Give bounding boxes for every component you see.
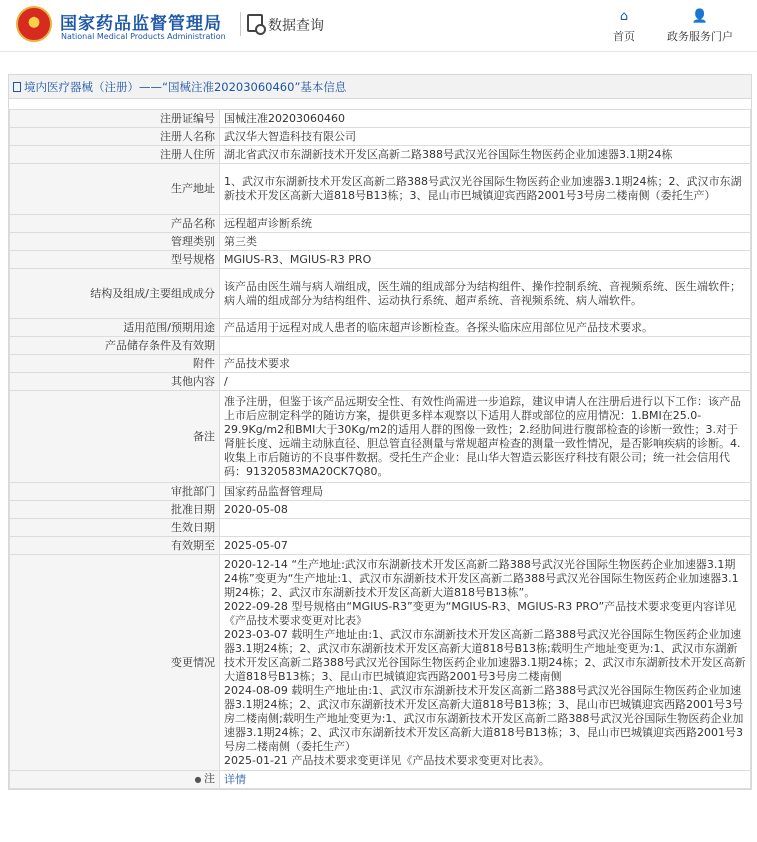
row-label: 型号规格 bbox=[10, 251, 220, 269]
table-row-note bbox=[10, 771, 751, 789]
table-row bbox=[10, 373, 751, 391]
document-icon bbox=[13, 82, 21, 92]
table-row bbox=[10, 251, 751, 269]
row-value: 远程超声诊断系统 bbox=[220, 215, 751, 233]
row-value: 准予注册，但鉴于该产品远期安全性、有效性尚需进一步追踪，建议申请人在注册后进行以下工作：该产品上市后应制定科学的随访方案，提供更多样本观察以下适用人群或部位的应用情况：1.BMI在25.0-29.9Kg/m2和BMI大于30Kg/m2的适用人群的图像一致性；2.经肋间进行腹部检查的诊断一致性；3.对于肾脏长度、远端主动脉直径、胆总管直径测量与常规超声检查的测量一致性情况，是否影响疾病的诊断。4.收集上市后随访的不良事件数据。受托生产企业：昆山华大智造云影医疗科技有限公司；统一社会信用代码：91320583MA20CK7Q80。 bbox=[220, 391, 751, 483]
change-entry: 2024-08-09 载明生产地址由:1、武汉市东湖新技术开发区高新二路388号武汉光谷国际生物医药企业加速器3.1期24栋；2、武汉市东湖新技术开发区高新大道818号B13栋；3、昆山市巴城镇迎宾西路2001号3号房二楼南侧;载明生产地址变更为:1、武汉市东湖新技术开发区高新二路388号武汉光谷国际生物医药企业加速器3.1期24栋；2、武汉市东湖新技术开发区高新大道818号B13栋；3、昆山市巴城镇迎宾西路2001号3号房二楼南侧（委托生产） bbox=[224, 683, 744, 753]
row-value: 2020-05-08 bbox=[220, 501, 751, 519]
table-row bbox=[10, 501, 751, 519]
panel-title-text: 境内医疗器械（注册）——“国械注准20203060460”基本信息 bbox=[24, 80, 347, 94]
row-label: 生产地址 bbox=[10, 164, 220, 215]
bulb-icon: ● bbox=[194, 775, 204, 784]
table-row bbox=[10, 215, 751, 233]
data-query-icon bbox=[247, 14, 263, 32]
note-label: 注 bbox=[204, 772, 215, 785]
org-name-en: National Medical Products Administration bbox=[61, 32, 226, 41]
row-label: 结构及组成/主要组成成分 bbox=[10, 269, 220, 319]
row-value: 2025-05-07 bbox=[220, 537, 751, 555]
table-row bbox=[10, 319, 751, 337]
table-row bbox=[10, 233, 751, 251]
table-row bbox=[10, 337, 751, 355]
table-row bbox=[10, 483, 751, 501]
user-icon: 👤 bbox=[691, 9, 709, 24]
nav-portal-label: 政务服务门户 bbox=[667, 30, 733, 43]
row-value: 国械注准20203060460 bbox=[220, 110, 751, 128]
row-value: 该产品由医生端与病人端组成，医生端的组成部分为结构组件、操作控制系统、音视频系统、医生端软件；病人端的组成部分为结构组件、运动执行系统、超声系统、音视频系统、病人端软件。 bbox=[220, 269, 751, 319]
org-name-cn: 国家药品监督管理局 bbox=[60, 14, 222, 34]
row-label: 备注 bbox=[10, 391, 220, 483]
change-history bbox=[220, 555, 751, 771]
row-label: 附件 bbox=[10, 355, 220, 373]
table-row bbox=[10, 355, 751, 373]
panel-title bbox=[9, 75, 751, 99]
row-label: 注册人名称 bbox=[10, 128, 220, 146]
row-value: 产品适用于远程对成人患者的临床超声诊断检查。各探头临床应用部位见产品技术要求。 bbox=[220, 319, 751, 337]
row-label: 产品名称 bbox=[10, 215, 220, 233]
table-row bbox=[10, 391, 751, 483]
info-panel bbox=[8, 74, 752, 790]
row-label: 批准日期 bbox=[10, 501, 220, 519]
table-row-changes bbox=[10, 555, 751, 771]
emblem-logo bbox=[16, 6, 52, 42]
row-label: 管理类别 bbox=[10, 233, 220, 251]
table-row bbox=[10, 164, 751, 215]
row-label bbox=[10, 771, 220, 789]
row-value: 1、武汉市东湖新技术开发区高新二路388号武汉光谷国际生物医药企业加速器3.1期24栋；2、武汉市东湖新技术开发区高新大道818号B13栋；3、昆山市巴城镇迎宾西路2001号3号房二楼南侧（委托生产） bbox=[220, 164, 751, 215]
nav-portal[interactable] bbox=[660, 9, 740, 44]
row-value: 湖北省武汉市东湖新技术开发区高新二路388号武汉光谷国际生物医药企业加速器3.1期24栋 bbox=[220, 146, 751, 164]
change-entry: 2023-03-07 载明生产地址由:1、武汉市东湖新技术开发区高新二路388号武汉光谷国际生物医药企业加速器3.1期24栋；2、武汉市东湖新技术开发区高新大道818号B13栋;载明生产地址变更为:1、武汉市东湖新技术开发区高新二路388号武汉光谷国际生物医药企业加速器3.1期24栋；2、武汉市东湖新技术开发区高新大道818号B13栋；3、昆山市巴城镇迎宾西路2001号3号房二楼南侧 bbox=[224, 627, 746, 683]
row-value: MGIUS-R3、MGIUS-R3 PRO bbox=[220, 251, 751, 269]
nav-home[interactable] bbox=[606, 9, 642, 44]
row-value bbox=[220, 337, 751, 355]
row-value: / bbox=[220, 373, 751, 391]
row-label: 生效日期 bbox=[10, 519, 220, 537]
table-row bbox=[10, 269, 751, 319]
details-link[interactable]: 详情 bbox=[224, 772, 246, 786]
change-entry: 2020-12-14 “生产地址:武汉市东湖新技术开发区高新二路388号武汉光谷国际生物医药企业加速器3.1期24栋”变更为“生产地址:1、武汉市东湖新技术开发区高新二路388号武汉光谷国际生物医药企业加速器3.1期24栋；2、武汉市东湖新技术开发区高新大道818号B13栋”。 bbox=[224, 557, 739, 599]
row-value: 产品技术要求 bbox=[220, 355, 751, 373]
table-row bbox=[10, 110, 751, 128]
row-label: 审批部门 bbox=[10, 483, 220, 501]
change-entry: 2022-09-28 型号规格由“MGIUS-R3”变更为“MGIUS-R3、MGIUS-R3 PRO”产品技术要求变更内容详见《产品技术要求变更对比表》 bbox=[224, 599, 737, 627]
site-header bbox=[0, 0, 757, 52]
header-divider bbox=[240, 12, 241, 36]
row-label: 产品储存条件及有效期 bbox=[10, 337, 220, 355]
home-icon: ⌂ bbox=[619, 9, 629, 24]
nav-home-label: 首页 bbox=[613, 30, 635, 43]
table-row bbox=[10, 128, 751, 146]
row-value: 武汉华大智造科技有限公司 bbox=[220, 128, 751, 146]
section-title: 数据查询 bbox=[268, 18, 324, 34]
table-row bbox=[10, 537, 751, 555]
table-row bbox=[10, 519, 751, 537]
row-label: 变更情况 bbox=[10, 555, 220, 771]
row-label: 其他内容 bbox=[10, 373, 220, 391]
info-table bbox=[9, 109, 751, 789]
row-label: 注册人住所 bbox=[10, 146, 220, 164]
change-entry: 2025-01-21 产品技术要求变更详见《产品技术要求变更对比表》。 bbox=[224, 753, 550, 767]
row-value: 国家药品监督管理局 bbox=[220, 483, 751, 501]
row-value bbox=[220, 519, 751, 537]
row-value: 第三类 bbox=[220, 233, 751, 251]
row-label: 有效期至 bbox=[10, 537, 220, 555]
row-label: 注册证编号 bbox=[10, 110, 220, 128]
table-row bbox=[10, 146, 751, 164]
row-label: 适用范围/预期用途 bbox=[10, 319, 220, 337]
